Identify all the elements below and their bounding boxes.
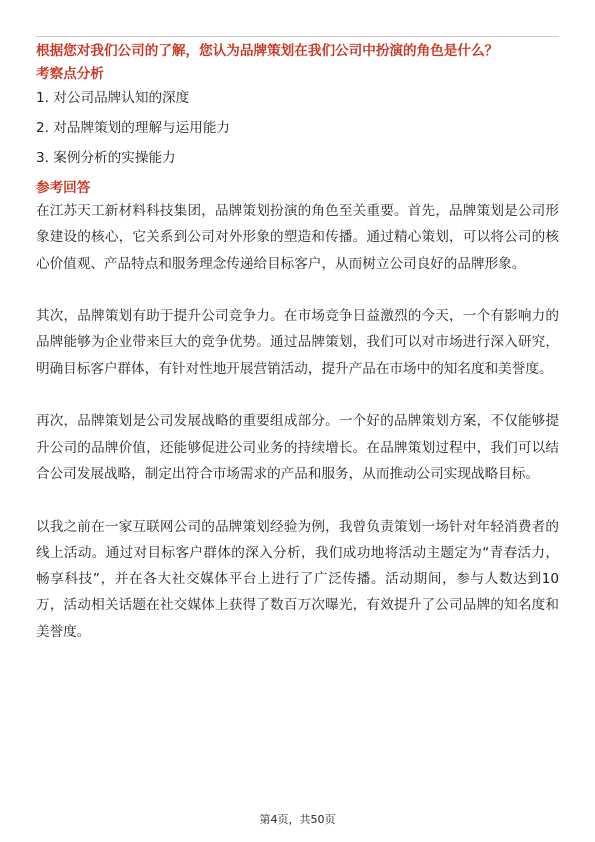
analysis-points [36, 88, 559, 168]
analysis-heading: 考察点分析 [36, 66, 104, 82]
page-content [36, 40, 559, 645]
analysis-point: 1. 对公司品牌认知的深度 [36, 90, 190, 106]
page-number: 第4页，共50页 [259, 813, 336, 826]
top-divider [36, 36, 559, 37]
answer-heading: 参考回答 [36, 180, 91, 196]
analysis-point: 2. 对品牌策划的理解与运用能力 [36, 120, 231, 136]
answer-paragraph: 以我之前在一家互联网公司的品牌策划经验为例，我曾负责策划一场针对年轻消费者的线上活动。通过对目标客户群体的深入分析，我们成功地将活动主题定为“青春活力，畅享科技”，并在各大社交媒体平台上进行了广泛传播。活动期间，参与人数达到10万，活动相关话题在社交媒体上获得了数百万次曝光，有效提升了公司品牌的知名度和美誉度。 [36, 518, 559, 640]
question-title: 根据您对我们公司的了解，您认为品牌策划在我们公司中扮演的角色是什么？ [36, 43, 499, 59]
answer-body [36, 198, 559, 645]
answer-paragraph: 再次，品牌策划是公司发展战略的重要组成部分。一个好的品牌策划方案，不仅能够提升公司的品牌价值，还能够促进公司业务的持续增长。在品牌策划过程中，我们可以结合公司发展战略，制定出符合市场需求的产品和服务，从而推动公司实现战略目标。 [36, 413, 559, 482]
analysis-point: 3. 案例分析的实操能力 [36, 150, 176, 166]
answer-paragraph: 其次，品牌策划有助于提升公司竞争力。在市场竞争日益激烈的今天，一个有影响力的品牌能够为企业带来巨大的竞争优势。通过品牌策划，我们可以对市场进行深入研究，明确目标客户群体，有针对性地开展营销活动，提升产品在市场中的知名度和美誉度。 [36, 308, 559, 377]
answer-paragraph: 在江苏天工新材料科技集团，品牌策划扮演的角色至关重要。首先，品牌策划是公司形象建设的核心，它关系到公司对外形象的塑造和传播。通过精心策划，可以将公司的核心价值观、产品特点和服务理念传递给目标客户，从而树立公司良好的品牌形象。 [36, 203, 559, 272]
